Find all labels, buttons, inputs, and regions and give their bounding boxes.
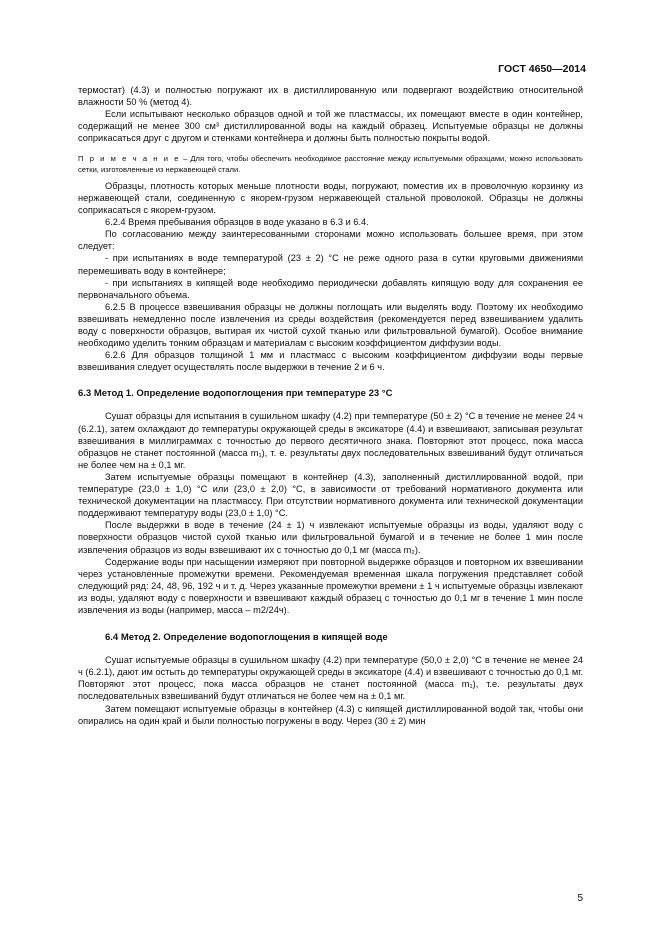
paragraph: Образцы, плотность которых меньше плотности воды, погружают, поместив их в проволочную корзинку из нержавеющей стали, соединенную с якорем-грузом нержавеющей стальной проволокой. Образцы не должны соприкасаться с якорем-грузом. xyxy=(78,180,583,216)
note xyxy=(78,154,583,174)
list-item: - при испытаниях в кипящей воде необходимо периодически добавлять кипящую воду для сохранения ее первоначального объема. xyxy=(78,277,583,300)
paragraph: 6.2.5 В процессе взвешивания образцы не должны поглощать или выделять воду. Поэтому их необходимо взвешивать немедленно после извлечения из среды воздействия (рекомендуется перед взвешиванием удалить воду с поверхности образцов, вытирая их чистой сухой тканью или фильтровальной бумагой). Особое внимание необходимо уделить тонким образцам и материалам с высоким коэффициентом диффузии воды. xyxy=(78,301,583,349)
paragraph: Затем испытуемые образцы помещают в контейнер (4.3), заполненный дистиллированной водой, при температуре (23,0 ± 1,0) °С или (23,0 ± 2,0) °С, в зависимости от требований нормативного документа или технической документации на пластмассу. При отсутствии нормативного документа или технической документации поддерживают температуру воды (23,0 ± 1,0) °С. xyxy=(78,471,583,519)
paragraph: Сушат образцы для испытания в сушильном шкафу (4.2) при температуре (50 ± 2) °С в течение не менее 24 ч (6.2.1), затем охлаждают до температуры окружающей среды в эксикаторе (4.4) и взвешивают, записывая результат взвешивания в миллиграммах с точностью до первого десятичного знака. Повторяют этот процесс, пока масса образцов не станет постоянной (масса m₁), т. е. результаты двух последовательных взвешиваний будут отличаться не более чем на ± 0,1 мг. xyxy=(78,411,583,470)
paragraph: Содержание воды при насыщении измеряют при повторной выдержке образцов и повторном их взвешивании через установленные промежутки времени. Рекомендуемая временная шкала погружения представляет собой следующий ряд: 24, 48, 96, 192 ч и т. д. Через указанные промежутки времени ± 1 ч испытуемые образцы извлекают из воды, удаляют воду с поверхности и взвешивают каждый образец с точностью до 0,1 мг в течение 1 мин после извлечения из воды (например, масса – m2/24ч). xyxy=(78,556,583,615)
document-body xyxy=(78,84,583,727)
standard-header: ГОСТ 4650—2014 xyxy=(498,63,586,75)
page-number: 5 xyxy=(577,893,583,904)
paragraph: 6.2.4 Время пребывания образцов в воде указано в 6.3 и 6.4. xyxy=(105,217,369,228)
paragraph: 6.2.6 Для образцов толщиной 1 мм и пластмасс с высоким коэффициентом диффузии воды первые взвешивания следует осуществлять после выдержки в течение 2 и 6 ч. xyxy=(78,350,583,373)
paragraph: Затем помещают испытуемые образцы в контейнер (4.3) с кипящей дистиллированной водой так, чтобы они опирались на один край и были полностью погружены в воду. Через (30 ± 2) мин xyxy=(78,703,583,726)
paragraph: Если испытывают несколько образцов одной и той же пластмассы, их помещают вместе в один контейнер, содержащий не менее 300 см³ дистиллированной воды на каждый образец. Испытуемые образцы не должны соприкасаться друг с другом и стенками контейнера и должны быть полностью покрыты водой. xyxy=(78,109,583,144)
list-item: - при испытаниях в воде температурой (23 ± 2) °С не реже одного раза в сутки круговыми движениями перемешивать воду в контейнере; xyxy=(78,253,583,276)
paragraph: термостат) (4.3) и полностью погружают их в дистиллированную или подвергают воздействию относительной влажности 50 % (метод 4). xyxy=(78,85,583,108)
section-heading: 6.3 Метод 1. Определение водопоглощения при температуре 23 °С xyxy=(78,388,393,400)
paragraph: После выдержки в воде в течение (24 ± 1) ч извлекают испытуемые образцы из воды, удаляют воду с поверхности образцов чистой сухой тканью или фильтровальной бумагой и в течение не более 1 мин после извлечения образцов из воды взвешивают их с точностью до 0,1 мг (масса m₂). xyxy=(78,520,583,555)
paragraph: Сушат испытуемые образцы в сушильном шкафу (4.2) при температуре (50,0 ± 2,0) °С в течение не менее 24 ч (6.2.1), дают им остыть до температуры окружающей среды в эксикаторе (4.4) и взвешивают с точностью до 0,1 мг. Повторяют этот процесс, пока масса образцов не станет постоянной (масса m₁), т.е. результаты двух последовательных взвешиваний будут отличаться не более чем на ± 0,1 мг. xyxy=(78,655,584,702)
section-heading: 6.4 Метод 2. Определение водопоглощения в кипящей воде xyxy=(105,632,388,644)
note-text: – Для того, чтобы обеспечить необходимое расстояние между испытуемыми образцами, можно использовать сетки, изготовленные из нержавеющей стали. xyxy=(78,154,584,174)
paragraph: По согласованию между заинтересованными сторонами можно использовать большее время, при этом следует: xyxy=(78,229,583,252)
note-label: П р и м е ч а н и е xyxy=(78,154,181,164)
